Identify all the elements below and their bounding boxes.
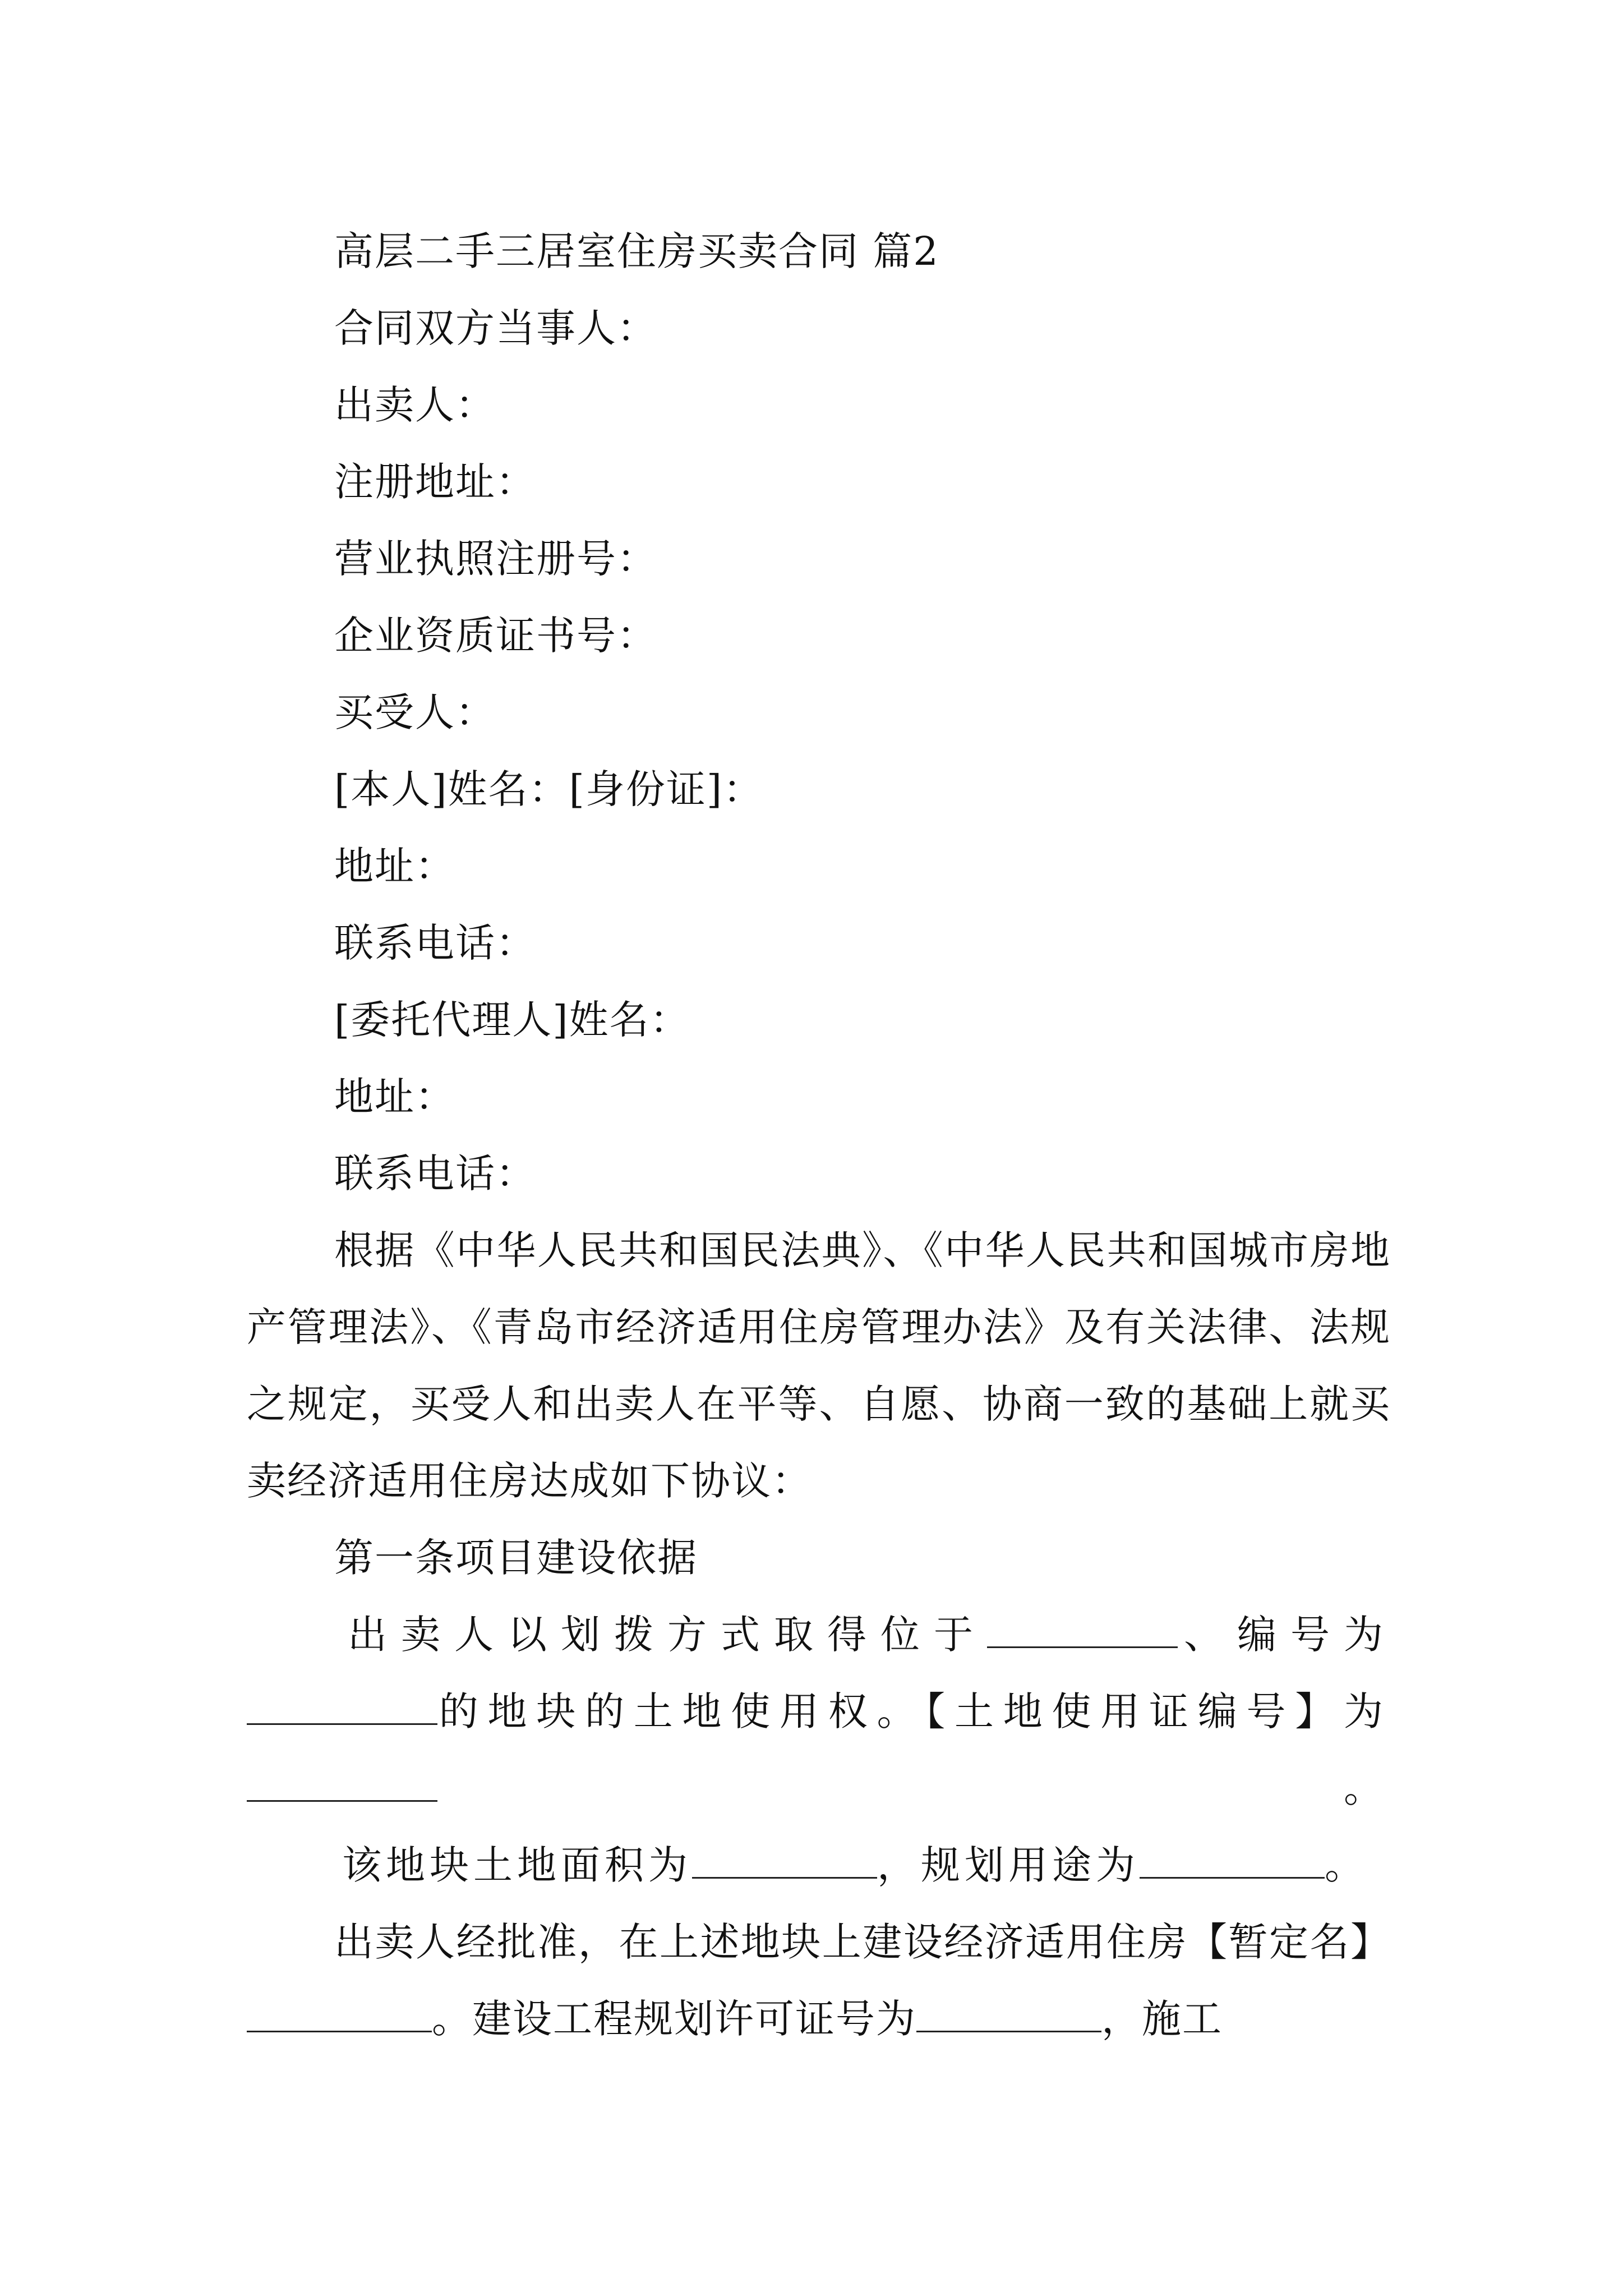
land-use-text-d: 。 [437, 1765, 1391, 1811]
project-text-a: 出卖人经批准，在上述地块上建设经济适用住房【暂定名】 [334, 1919, 1391, 1965]
preamble-paragraph: 根据《中华人民共和国民法典》、《中华人民共和国城市房地产管理法》、《青岛市经济适用住房管理办法》及有关法律、法规之规定，买受人和出卖人在平等、自愿、协商一致的基础上就买卖经济适用住房达成如下协议： [247, 1227, 1391, 1504]
seller-label: 出卖人： [334, 382, 496, 428]
buyer-address-label: 地址： [334, 843, 455, 889]
project-approval-paragraph [247, 1904, 1391, 2058]
article-1-title: 第一条项目建设依据 [334, 1535, 698, 1581]
buyer-name-label: [本人]姓名：[身份证]： [334, 766, 764, 812]
land-area-text-a: 该地块土地面积为 [342, 1842, 692, 1888]
planning-permit-blank [916, 1996, 1101, 2032]
agent-address-label: 地址： [334, 1074, 455, 1120]
document-title: 高层二手三居室住房买卖合同 篇2 [334, 228, 939, 274]
land-use-paragraph [247, 1596, 1391, 1827]
land-area-blank [692, 1842, 877, 1879]
agent-name-label: [委托代理人]姓名： [334, 997, 690, 1043]
land-area-paragraph [247, 1827, 1391, 1904]
land-number-blank [247, 1688, 437, 1725]
registered-address-label: 注册地址： [334, 459, 536, 505]
qualification-cert-label: 企业资质证书号： [334, 613, 657, 659]
land-use-text-c: 的地块的土地使用权。【土地使用证编号】为 [437, 1688, 1391, 1734]
buyer-label: 买受人： [334, 689, 496, 735]
project-name-blank [247, 1996, 432, 2032]
project-text-b: 。建设工程规划许可证号为 [432, 1996, 916, 2042]
document-body [247, 213, 1391, 2058]
land-use-text-b: 、编号为 [1178, 1612, 1391, 1658]
buyer-phone-label: 联系电话： [334, 920, 536, 966]
party-header: 合同双方当事人： [334, 305, 657, 351]
project-text-c: ，施工 [1101, 1996, 1223, 2042]
land-location-blank [987, 1612, 1178, 1648]
land-use-text-a: 出卖人以划拨方式取得位于 [348, 1612, 987, 1658]
planned-use-blank [1140, 1842, 1325, 1879]
land-area-text-c: 。 [1325, 1842, 1368, 1888]
land-cert-blank [247, 1765, 437, 1802]
business-license-label: 营业执照注册号： [334, 536, 657, 582]
agent-phone-label: 联系电话： [334, 1151, 536, 1197]
land-area-text-b: ，规划用途为 [877, 1842, 1140, 1888]
